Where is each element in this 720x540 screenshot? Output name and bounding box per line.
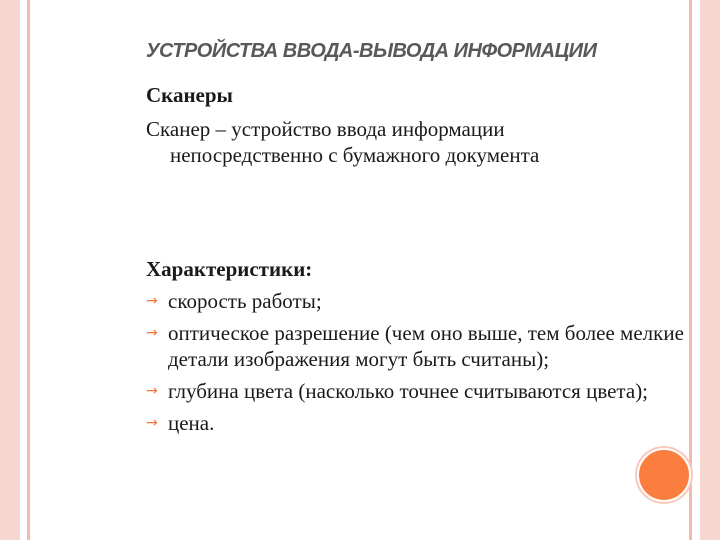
- characteristics-list: [146, 288, 686, 436]
- frame-left-line: [27, 0, 30, 540]
- definition-line-1: Сканер – устройство ввода информации: [146, 117, 505, 141]
- slide-title: УСТРОЙСТВА ВВОДА-ВЫВОДА ИНФОРМАЦИИ: [146, 40, 597, 62]
- arrow-right-icon: →: [146, 415, 158, 431]
- definition-line-2: непосредственно с бумажного документа: [170, 143, 540, 167]
- definition-paragraph: [146, 116, 686, 168]
- frame-left-band: [0, 0, 20, 540]
- characteristics-heading: Характеристики:: [146, 257, 313, 281]
- list-item-text: скорость работы;: [168, 289, 322, 313]
- slide-content: [146, 82, 686, 442]
- list-item-text: глубина цвета (насколько точнее считываются цвета);: [168, 379, 649, 403]
- frame-right-line: [689, 0, 692, 540]
- list-item: [146, 378, 686, 404]
- section-heading: Сканеры: [146, 83, 233, 107]
- list-item: [146, 410, 686, 436]
- arrow-right-icon: →: [146, 293, 158, 309]
- arrow-right-icon: →: [146, 383, 158, 399]
- list-item-text: цена.: [168, 411, 215, 435]
- list-item-text: оптическое разрешение (чем оно выше, тем более мелкие детали изображения могут быть считаны);: [168, 321, 684, 371]
- list-item: [146, 320, 686, 372]
- arrow-right-icon: →: [146, 325, 158, 341]
- decorative-circle: [637, 448, 691, 502]
- list-item: [146, 288, 686, 314]
- frame-right-band: [700, 0, 720, 540]
